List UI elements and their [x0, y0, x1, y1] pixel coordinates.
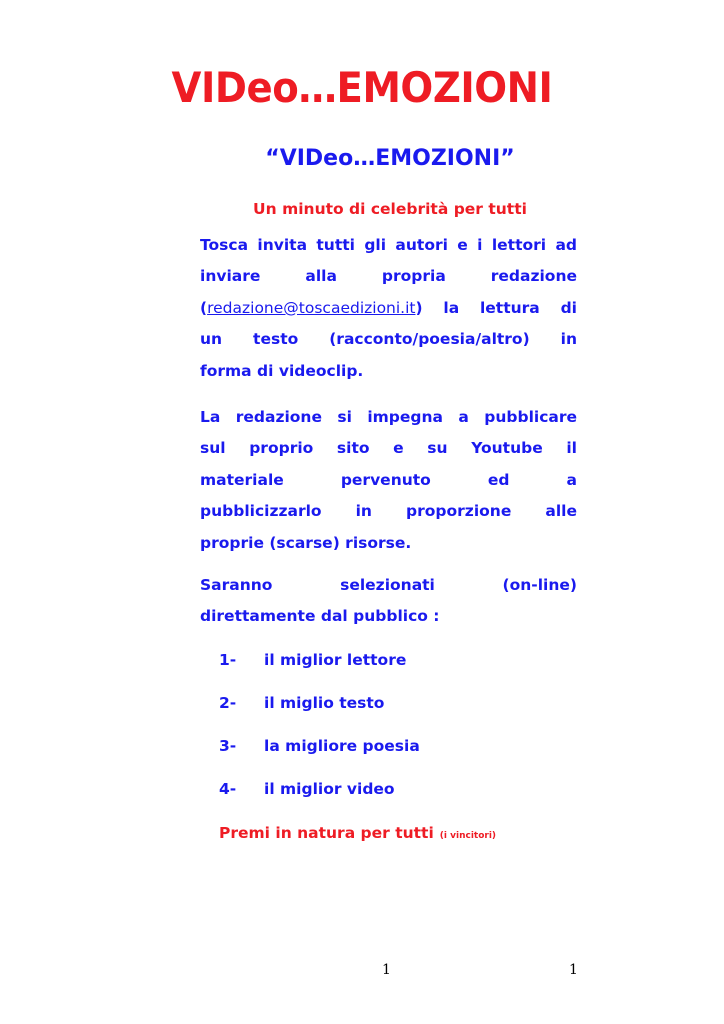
paragraph-line: materiale pervenuto ed a — [200, 470, 577, 489]
paragraph-line: sul proprio sito e su Youtube il — [200, 439, 577, 458]
paragraph-text: ) la lettura di — [415, 298, 577, 317]
tagline: Un minuto di celebrità per tutti — [253, 200, 527, 218]
list-number: 4- — [219, 780, 237, 798]
paragraph-invitation — [200, 230, 577, 387]
prizes-note: (i vincitori) — [439, 831, 497, 841]
paragraph-line: pubblicizzarlo in proporzione alle — [200, 502, 577, 521]
paragraph-line: Saranno selezionati (on-line) — [200, 576, 577, 594]
page-number-right: 1 — [569, 962, 578, 978]
paragraph-line: inviare alla propria redazione — [200, 267, 577, 286]
paragraph-commitment — [200, 402, 577, 559]
paragraph-line-email — [200, 293, 577, 324]
paragraph-line: forma di videoclip. — [200, 361, 364, 380]
list-item — [219, 648, 406, 672]
list-item — [219, 734, 420, 758]
list-item — [219, 691, 384, 715]
list-text: il miglior lettore — [264, 651, 407, 669]
list-number: 3- — [219, 737, 237, 755]
list-item — [219, 777, 395, 801]
prizes-text: Premi in natura per tutti — [219, 824, 434, 842]
page-number-center: 1 — [382, 962, 391, 978]
paragraph-line: direttamente dal pubblico : — [200, 607, 440, 626]
paragraph-line: proprie (scarse) risorse. — [200, 533, 412, 552]
email-link[interactable]: redazione@toscaedizioni.it — [207, 298, 416, 317]
subtitle: “VIDeo…EMOZIONI” — [265, 146, 515, 171]
list-text: il miglior video — [264, 780, 395, 798]
paragraph-line: La redazione si impegna a pubblicare — [200, 408, 577, 426]
page-title: VIDeo…EMOZIONI — [171, 63, 553, 112]
open-paren: ( — [200, 298, 208, 317]
list-number: 1- — [219, 651, 237, 669]
list-number: 2- — [219, 694, 237, 712]
paragraph-selection — [200, 570, 577, 633]
paragraph-line: un testo (racconto/poesia/altro) in — [200, 330, 577, 349]
prizes-line — [219, 821, 496, 848]
list-text: il miglio testo — [264, 694, 385, 712]
paragraph-line: Tosca invita tutti gli autori e i lettori ad — [200, 236, 577, 254]
list-text: la migliore poesia — [264, 737, 420, 755]
